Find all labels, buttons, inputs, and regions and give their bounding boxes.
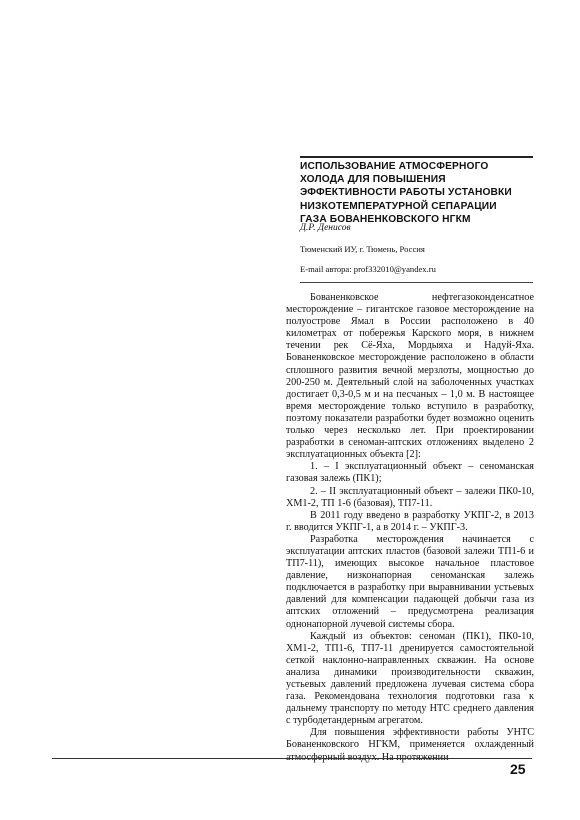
title-top-rule bbox=[300, 156, 533, 158]
body-paragraph: 2. – II эксплуатационный объект – залежи ПК0-10, ХМ1-2, ТП 1-6 (базовая), ТП7-11. bbox=[286, 485, 534, 509]
article-title-line: ГАЗА БОВАНЕНКОВСКОГО НГКМ bbox=[300, 213, 471, 225]
body-paragraph: Разработка месторождения начинается с эксплуатации аптских пластов (базовой залежи ТП1-6 и ТП7-11), имеющих высокое начальное пластовое давление, низконапорная сеноманская залежь подключается в разработку при выравнивании устьевых давлений для компенсации падающей добычи газа из аптских отложений – предусмотрена реализация однонапорной лучевой системы сбора. bbox=[286, 533, 534, 630]
body-paragraph: Для повышения эффективности работы УНТС Бованенковского НГКМ, применяется охлажденный атмосферный воздух. На протяжении bbox=[286, 727, 534, 763]
article-title-line: ХОЛОДА ДЛЯ ПОВЫШЕНИЯ bbox=[300, 174, 446, 186]
body-paragraph: Каждый из объектов: сеноман (ПК1), ПК0-10, ХМ1-2, ТП1-6, ТП7-11 дренируется самостоятельной сеткой наклонно-направленных скважин. На основе анализа динамики производительности скважин, устьевых давлений предложена лучевая система сбора газа. Рекомендована технология подготовки газа к дальнему транспорту по методу НТС среднего давления с турбодетандерным агрегатом. bbox=[286, 630, 534, 727]
body-paragraph: В 2011 году введено в разработку УКПГ-2, в 2013 г. вводится УКПГ-1, а в 2014 г. – УКПГ-3. bbox=[286, 509, 534, 533]
page-number: 25 bbox=[510, 761, 526, 777]
author-name: Д.Р. Денисов bbox=[300, 223, 351, 233]
footer-rule bbox=[52, 758, 532, 759]
article-title-line: НИЗКОТЕМПЕРАТУРНОЙ СЕПАРАЦИИ bbox=[300, 200, 497, 212]
header-divider bbox=[300, 282, 533, 283]
article-title bbox=[300, 160, 533, 226]
article-body bbox=[286, 292, 534, 764]
body-paragraph: Бованенковское нефтегазоконденсатное месторождение – гигантское газовое месторождение на полуострове Ямал в России расположено в 40 километрах от побережья Карского моря, в нижнем течении рек Сё-Яха, Мордыяха и Надуй-Яха. Бованенковское месторождение расположено в области сплошного развития вечной мерзлоты, мощностью до 200-250 м. Деятельный слой на заболоченных участках достигает 0,3-0,5 м и на песчаных – 1,0 м. В настоящее время месторождение только вступило в разработку, поэтому показатели разработки будет возможно оценить только через несколько лет. При проектировании разработки в сеноман-аптских отложениях выделено 2 эксплуатационных объекта [2]: bbox=[286, 292, 534, 461]
author-affiliation: Тюменский ИУ, г. Тюмень, Россия bbox=[300, 244, 425, 254]
article-title-line: ИСПОЛЬЗОВАНИЕ АТМОСФЕРНОГО bbox=[300, 161, 489, 172]
article-title-line: ЭФФЕКТИВНОСТИ РАБОТЫ УСТАНОВКИ bbox=[300, 187, 512, 199]
author-email: E-mail автора: prof332010@yandex.ru bbox=[300, 264, 436, 274]
body-paragraph: 1. – I эксплуатационный объект – сеноманская газовая залежь (ПК1); bbox=[286, 461, 534, 485]
